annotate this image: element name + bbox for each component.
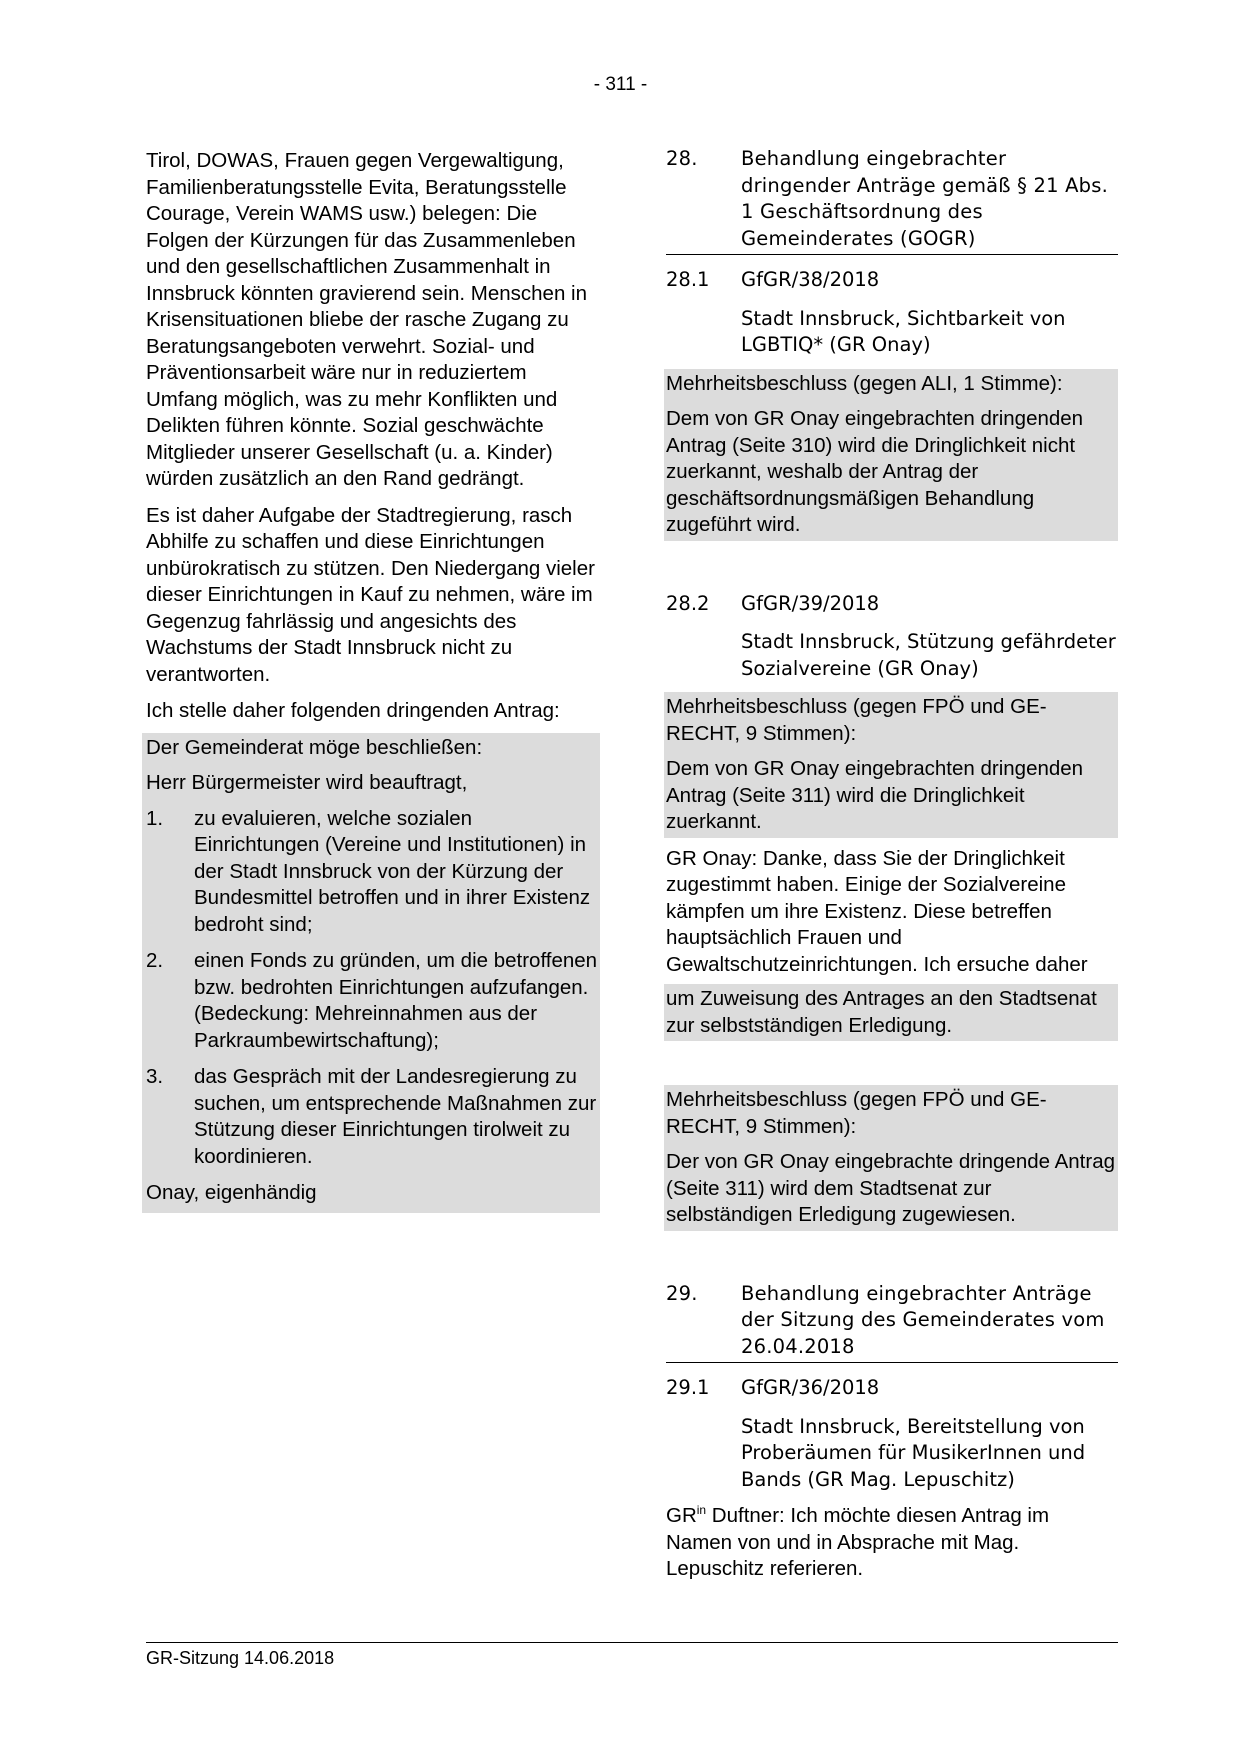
footer-text: GR-Sitzung 14.06.2018 (146, 1648, 335, 1668)
left-column (146, 148, 600, 1213)
resolution-block (664, 692, 1118, 838)
section-number: 28. (666, 147, 698, 170)
motion-item-text: einen Fonds zu gründen, um die betroffenen bzw. bedrohten Einrichtungen aufzufangen. (Bedeckung: Mehreinnahmen aus der Parkraumbewirtschaftung); (194, 949, 598, 1052)
item-code: GfGR/38/2018 (741, 268, 880, 291)
paragraph-3: Ich stelle daher folgenden dringenden Antrag: (146, 699, 560, 722)
resolution-text: Mehrheitsbeschluss (gegen FPÖ und GE-RECHT, 9 Stimmen): (666, 695, 1047, 745)
request-text: um Zuweisung des Antrages an den Stadtsenat zur selbstständigen Erledigung. (666, 987, 1097, 1037)
resolution-text: Mehrheitsbeschluss (gegen ALI, 1 Stimme): (666, 371, 1063, 395)
paragraph-1: Tirol, DOWAS, Frauen gegen Vergewaltigung, Familienberatungsstelle Evita, Beratungsstelle Courage, Verein WAMS usw.) belegen: Die Folgen der Kürzungen für das Zusammenleben und den gesellschaftlichen Zusammenhalt in Innsbruck könnten gravierend sein. Menschen in Krisensituationen bliebe der rasche Zugang zu Beratungsangeboten verwehrt. Sozial- und Präventionsarbeit wäre nur in reduziertem Umfang möglich, was zu mehr Konflikten und Delikten führen könnte. Sozial geschwächte Mitglieder unserer Gesellschaft (u. a. Kinder) würden zusätzlich an den Rand gedrängt. (146, 149, 588, 490)
speech-body: Duftner: Ich möchte diesen Antrag im Namen von und in Absprache mit Mag. Lepuschitz referieren. (666, 1504, 1050, 1580)
section-29-heading (666, 1281, 1118, 1361)
footer-rule (146, 1642, 1118, 1643)
item-number: 28.1 (666, 268, 710, 291)
decision-text: Dem von GR Onay eingebrachten dringenden Antrag (Seite 310) wird die Dringlichkeit nicht zuerkannt, weshalb der Antrag der geschäftsordnungsmäßigen Behandlung zugeführt wird. (666, 407, 1084, 536)
section-title: Behandlung eingebrachter Anträge der Sitzung des Gemeinderates vom 26.04.2018 (741, 1281, 1105, 1358)
item-28-2-heading (666, 591, 1118, 683)
motion-signature: Onay, eigenhändig (146, 1181, 317, 1204)
item-number: 28.2 (666, 591, 710, 615)
motion-item (146, 948, 600, 1054)
section-28-heading (666, 146, 1118, 252)
section-rule (666, 1362, 1118, 1363)
motion-item-number: 2. (146, 949, 164, 972)
item-number: 29.1 (666, 1376, 710, 1399)
resolution-block (664, 369, 1118, 541)
decision-text: Der von GR Onay eingebrachte dringende Antrag (Seite 311) wird dem Stadtsenat zur selbständigen Erledigung zugewiesen. (666, 1150, 1115, 1226)
item-code: GfGR/36/2018 (741, 1376, 880, 1399)
motion-item-number: 1. (146, 806, 164, 830)
right-column (666, 146, 1118, 1583)
item-29-1-heading (666, 1375, 1118, 1493)
decision-text: Dem von GR Onay eingebrachten dringenden Antrag (Seite 311) wird die Dringlichkeit zuerkannt. (666, 757, 1084, 833)
speaker-superscript: in (696, 1503, 707, 1518)
item-title: Stadt Innsbruck, Stützung gefährdeter Sozialvereine (GR Onay) (741, 630, 1116, 680)
resolution-block (664, 1085, 1118, 1231)
motion-item-text: das Gespräch mit der Landesregierung zu suchen, um entsprechende Maßnahmen zur Stützung dieser Einrichtungen tirolweit zu koordinieren. (194, 1065, 597, 1168)
item-title: Stadt Innsbruck, Sichtbarkeit von LGBTIQ* (GR Onay) (741, 306, 1066, 356)
speech-text: GR Onay: Danke, dass Sie der Dringlichkeit zugestimmt haben. Einige der Sozialvereine kämpfen um ihre Existenz. Diese betreffen hauptsächlich Frauen und Gewaltschutzeinrichtungen. Ich ersuche daher (666, 846, 1088, 976)
section-rule (666, 254, 1118, 255)
speaker-label: GR (666, 1504, 697, 1527)
speech-text (666, 1503, 1118, 1583)
motion-item-text: zu evaluieren, welche sozialen Einrichtungen (Vereine und Institutionen) in der Stadt Innsbruck von der Kürzung der Bundesmittel betroffen und in ihrer Existenz bedroht sind; (194, 806, 591, 936)
motion-item-number: 3. (146, 1065, 164, 1088)
paragraph-2: Es ist daher Aufgabe der Stadtregierung, rasch Abhilfe zu schaffen und diese Einrichtungen unbürokratisch zu stützen. Den Niedergang vieler dieser Einrichtungen in Kauf zu nehmen, wäre im Gegenzug fahrlässig und angesichts des Wachstums der Stadt Innsbruck nicht zu verantworten. (146, 503, 595, 686)
motion-list (146, 806, 600, 1171)
section-title: Behandlung eingebrachter dringender Anträge gemäß § 21 Abs. 1 Geschäftsordnung des Gemeinderates (GOGR) (741, 147, 1109, 250)
section-number: 29. (666, 1281, 698, 1305)
item-28-1-heading (666, 267, 1118, 359)
page-number: - 311 - (593, 74, 648, 95)
resolution-text: Mehrheitsbeschluss (gegen FPÖ und GE-RECHT, 9 Stimmen): (666, 1088, 1047, 1138)
motion-intro: Der Gemeinderat möge beschließen: (146, 735, 483, 759)
request-block (664, 984, 1118, 1041)
item-code: GfGR/39/2018 (741, 591, 880, 615)
motion-item (146, 1064, 600, 1170)
motion-block (142, 733, 600, 1213)
item-title: Stadt Innsbruck, Bereitstellung von Proberäumen für MusikerInnen und Bands (GR Mag. Lepuschitz) (741, 1414, 1086, 1491)
motion-item (146, 806, 600, 939)
motion-assign: Herr Bürgermeister wird beauftragt, (146, 771, 468, 794)
